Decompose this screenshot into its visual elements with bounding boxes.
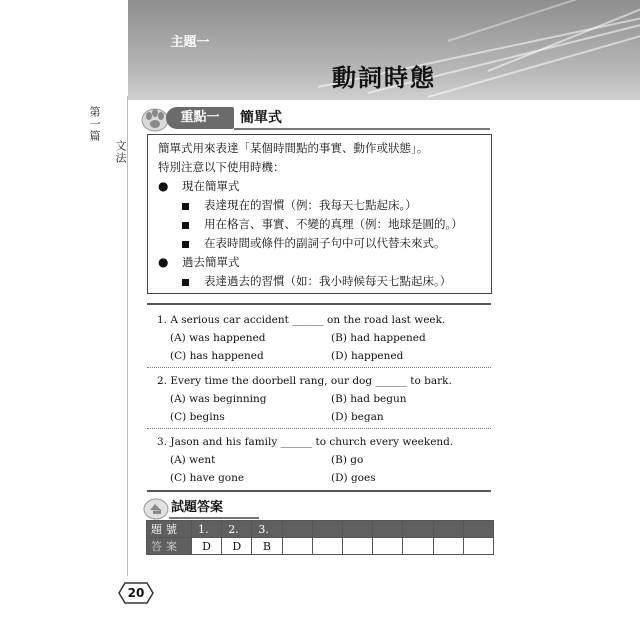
option: (A) was happened xyxy=(170,332,266,344)
answer-cell xyxy=(342,538,372,555)
bullet-icon: ● xyxy=(158,255,169,269)
option: (D) happened xyxy=(331,350,404,362)
rule-box xyxy=(147,134,492,294)
question-number xyxy=(312,521,342,538)
question-number xyxy=(433,521,463,538)
side-subject-label: 文法 xyxy=(114,140,127,164)
option: (B) go xyxy=(331,454,364,466)
rule-item: 用在格言、事實、不變的真理（例：地球是圓的。） xyxy=(204,217,463,231)
answer-cell: D xyxy=(222,538,252,555)
square-bullet-icon xyxy=(182,241,189,248)
rule-item: 表達現在的習慣（例：我每天七點起床。） xyxy=(204,198,417,212)
question-stem: 2. Every time the doorbell rang, our dog ______ to bark. xyxy=(157,375,452,387)
question-number xyxy=(282,521,312,538)
square-bullet-icon xyxy=(182,203,189,210)
divider xyxy=(147,490,491,492)
row-label: 題號 xyxy=(147,521,192,538)
side-part-label: 第一篇 xyxy=(88,106,101,142)
page-number xyxy=(118,582,154,604)
answer-cell: D xyxy=(192,538,222,555)
option: (D) began xyxy=(331,411,384,423)
square-bullet-icon xyxy=(182,222,189,229)
point-title: 簡單式 xyxy=(240,110,282,126)
answer-cell xyxy=(433,538,463,555)
question-number xyxy=(342,521,372,538)
option: (A) went xyxy=(170,454,216,466)
question-number xyxy=(403,521,433,538)
question-number xyxy=(463,521,493,538)
divider xyxy=(147,367,491,368)
answer-header xyxy=(143,496,293,520)
question-number: 1. xyxy=(192,521,222,538)
option: (B) had begun xyxy=(331,393,407,405)
option: (B) had happened xyxy=(331,332,426,344)
margin-divider xyxy=(127,96,128,576)
answer-key-icon xyxy=(143,496,169,520)
left-margin xyxy=(0,0,128,640)
divider xyxy=(147,428,491,429)
option: (A) was beginning xyxy=(170,393,267,405)
square-bullet-icon xyxy=(182,279,189,286)
question-number: 3. xyxy=(252,521,282,538)
page-title: 動詞時態 xyxy=(332,64,436,92)
rule-item: 在表時間或條件的副詞子句中可以代替未來式。 xyxy=(204,236,446,250)
point-badge: 重點一 xyxy=(166,107,234,129)
point-underline xyxy=(234,128,490,130)
table-row xyxy=(147,521,494,538)
rule-intro: 簡單式用來表達「某個時間點的事實、動作或狀態」。 xyxy=(158,141,429,155)
option: (C) has happened xyxy=(170,350,264,362)
option: (C) begins xyxy=(170,411,225,423)
question-number xyxy=(373,521,403,538)
option: (C) have gone xyxy=(170,472,245,484)
row-label: 答案 xyxy=(147,538,192,555)
question-stem: 1. A serious car accident ______ on the road last week. xyxy=(157,314,446,326)
answer-cell xyxy=(463,538,493,555)
table-row xyxy=(147,538,494,555)
question-number: 2. xyxy=(222,521,252,538)
rule-item: 表達過去的習慣（如：我小時候每天七點起床。） xyxy=(204,274,452,288)
section-heading: 過去簡單式 xyxy=(182,255,240,269)
answer-underline xyxy=(169,517,259,519)
point-header xyxy=(140,104,490,130)
answer-cell xyxy=(373,538,403,555)
rule-note: 特別注意以下使用時機： xyxy=(158,160,285,174)
answer-table xyxy=(146,520,494,555)
section-heading: 現在簡單式 xyxy=(182,179,240,193)
topic-tab: 主題一 xyxy=(170,35,210,50)
option: (D) goes xyxy=(331,472,376,484)
page-number-text: 20 xyxy=(127,586,145,600)
question-stem: 3. Jason and his family ______ to church every weekend. xyxy=(157,436,454,448)
answer-cell: B xyxy=(252,538,282,555)
answer-title: 試題答案 xyxy=(171,500,224,515)
bullet-icon: ● xyxy=(158,179,169,193)
answer-cell xyxy=(403,538,433,555)
answer-cell xyxy=(282,538,312,555)
divider xyxy=(147,303,491,305)
answer-cell xyxy=(312,538,342,555)
